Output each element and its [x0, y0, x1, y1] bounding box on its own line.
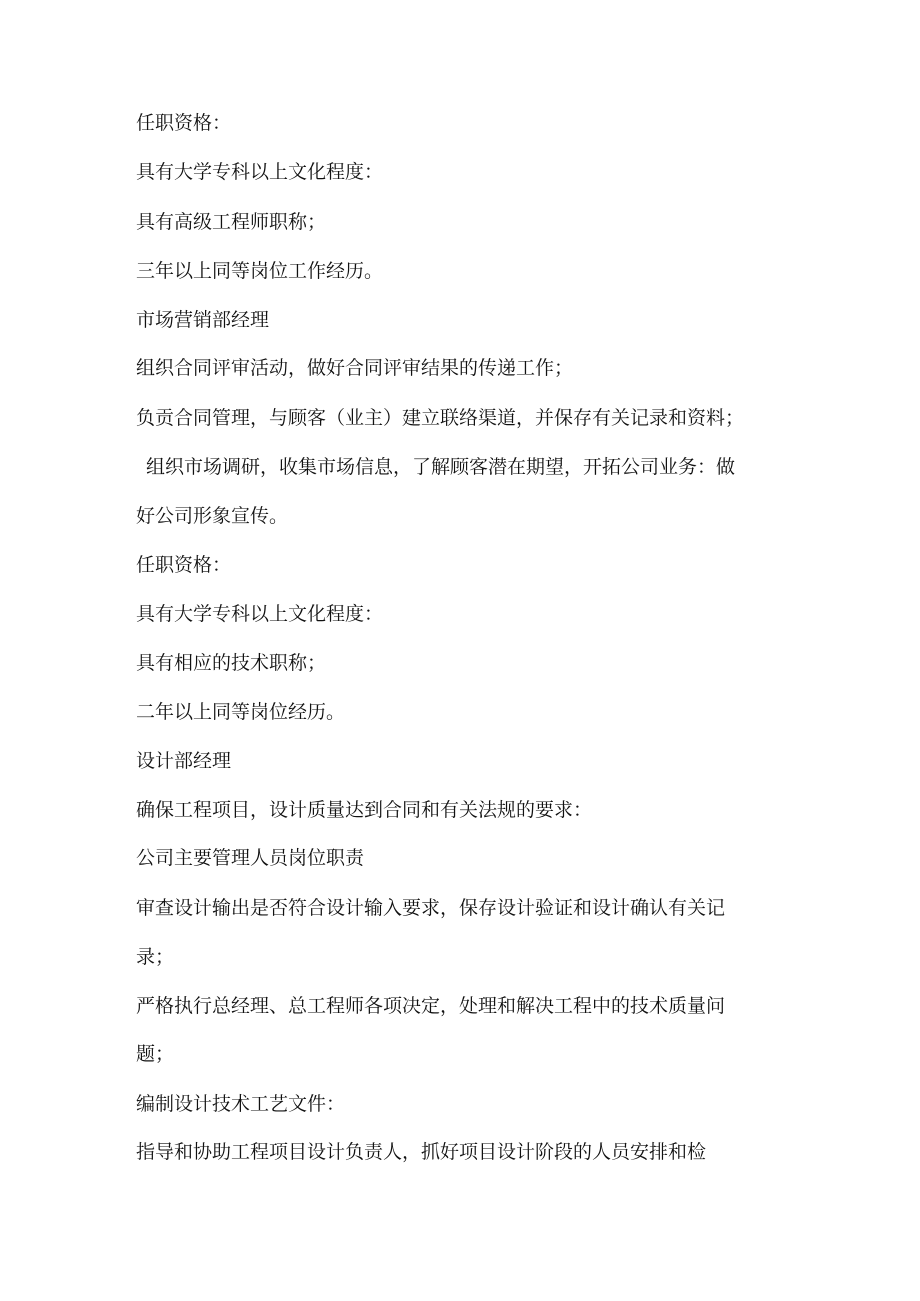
- qualification-item-title: 具有相应的技术职称；: [136, 652, 327, 674]
- qualification-heading: 任职资格：: [136, 112, 232, 134]
- qualification-item-title: 具有高级工程师职称；: [136, 211, 327, 233]
- qualification-item-experience: 二年以上同等岗位经历。: [136, 701, 346, 723]
- duty-item: 确保工程项目，设计质量达到合同和有关法规的要求：: [136, 799, 593, 821]
- qualification-item-education: 具有大学专科以上文化程度：: [136, 603, 384, 625]
- duty-item: 指导和协助工程项目设计负责人，抓好项目设计阶段的人员安排和检: [136, 1141, 707, 1163]
- qualification-item-education: 具有大学专科以上文化程度：: [136, 161, 384, 183]
- duty-item-continuation: 录；: [136, 946, 175, 968]
- duty-item-continuation: 好公司形象宣传。: [136, 505, 289, 527]
- duty-item: 组织市场调研，收集市场信息，了解顾客潜在期望，开拓公司业务：做: [146, 456, 736, 478]
- document-running-title: 公司主要管理人员岗位职责: [136, 847, 365, 869]
- duty-item: 严格执行总经理、总工程师各项决定，处理和解决工程中的技术质量问: [136, 995, 726, 1017]
- section-heading-marketing-manager: 市场营销部经理: [136, 309, 270, 331]
- duty-item-continuation: 题；: [136, 1043, 175, 1065]
- duty-item: 负贡合同管理，与顾客（业主）建立联络渠道，并保存有关记录和资料；: [136, 407, 745, 429]
- qualification-item-experience: 三年以上同等岗位工作经历。: [136, 260, 384, 282]
- qualification-heading: 任职资格：: [136, 554, 232, 576]
- section-heading-design-manager: 设计部经理: [136, 750, 232, 772]
- duty-item: 编制设计技术工艺文件：: [136, 1093, 346, 1115]
- duty-item: 组织合同评审活动，做好合同评审结果的传递工作；: [136, 357, 574, 379]
- duty-item: 审查设计输出是否符合设计输入要求，保存设计验证和设计确认有关记: [136, 897, 726, 919]
